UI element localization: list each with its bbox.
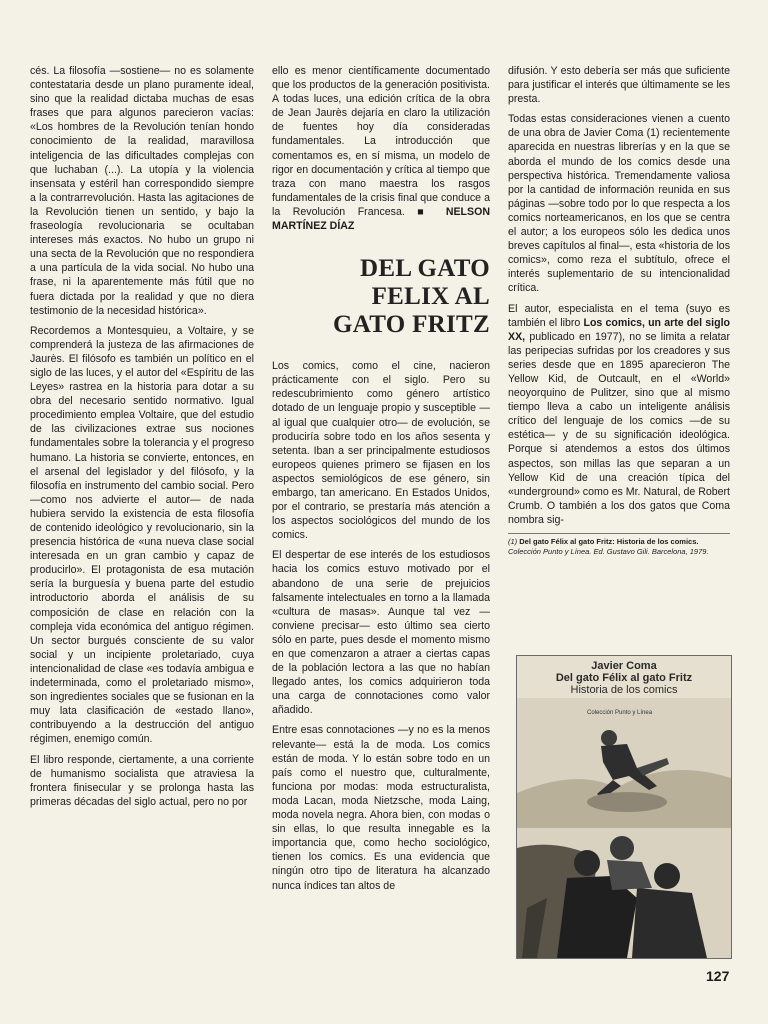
headline-line: GATO FRITZ	[333, 311, 490, 339]
text-column-3	[508, 64, 730, 556]
footnote	[508, 533, 730, 556]
paragraph: El despertar de ese interés de los estudiosos hacia los comics estuvo motivado por el abandono de una serie de prejuicios falsamente intelectuales en torno a la llamada «cultura de masas». Aunque tal vez —conviene precisar— esto último sea cierto sólo en parte, pues desde el momento mismo en que comenzaron a atraer a ciertas capas de la población lectora a las que no habían llegado antes, los comics adquirieron toda una carga de connotaciones como valor añadido.	[272, 549, 490, 717]
text-column-2	[272, 64, 490, 899]
cover-title: Del gato Félix al gato Fritz	[555, 672, 693, 684]
comic-illustration	[517, 698, 731, 958]
article-headline	[272, 255, 490, 339]
footnote-details: Colección Punto y Línea. Ed. Gustavo Gili. Barcelona, 1979.	[508, 546, 709, 556]
paragraph	[272, 64, 490, 233]
headline-line: DEL GATO	[360, 255, 490, 283]
book-cover-image	[516, 655, 732, 959]
book-title-bold: Los comics, un arte del siglo XX,	[508, 316, 730, 343]
paragraph-text: publicado en 1977), no se limita a relatar las peripecias sufridas por los creadores y sus series desde que en 1895 aparecieron The Yellow Kid, de Outcault, en el «World» neoyorquino de Pulitzer, sino que al mismo tiempo lleva a cabo un inteligente análisis crítico del lenguaje de los comics —de su estética— y de su significación ideológica. Porque si atendemos a estos dos últimos aspectos, son millas las que separan a un Yellow Kid de una creación típica del «underground» como es Mr. Natural, de Robert Crumb. O también a los dos gatos que Coma nombra sig-	[508, 330, 731, 526]
footnote-number: (1)	[508, 537, 518, 546]
paragraph: Los comics, como el cine, nacieron prácticamente con el siglo. Pero su redescubrimiento como género artístico dotado de un lenguaje propio y susceptible —al igual que cualquier otro— de evolución, se produciría sobre todo en los años sesenta y setenta. Iban a ser principalmente estudiosos europeos quienes primero se fijasen en los aspectos semiológicos de ese género, sin embargo, tan americano. En Estados Unidos, por el contrario, se prestaría más atención a los aspectos sociológicos del mundo de los comics.	[272, 360, 490, 542]
paragraph: cés. La filosofía —sostiene— no es solamente contestataria desde un plano puramente ideal, sino que la realidad dictaba muchas de esas frases que para algunos parecieron vacías: «Los hombres de la Revolución tenían hondo conocimiento de la realidad, maravillosa inteligencia de las dificultades complejas con que luchaban (...). La utopía y la violencia insensata y estéril han correspondido siempre a la contrarrevolución. Hasta las agitaciones de la Revolución tienen un sentido, y bajo la fraseología revolucionaria se ocultaban intereses más exactos. No hubo un grupo ni una secta de la Revolución que no respondiera a una partícula de la vida social. No hubo una frase, ni la aparentemente más fútil que no fuera dictada por la realidad y que no diera testimonio de la necesidad histórica».	[30, 65, 254, 317]
paragraph: Recordemos a Montesquieu, a Voltaire, y se comprenderá la justeza de las afirmaciones de Jaurès. El filósofo es también un político en el siglo de las luces, y el autor del «Espíritu de las Leyes» rastrea en la historia para dotar a su obra del necesario sentido normativo. Igual procedimiento emplea Voltaire, que del estudio de las civilizaciones extrae sus nociones fundamentales sobre la tolerancia y el progreso humano. La historia se convierte, entonces, en el arsenal del legislador y del filósofo, y la filosofía en instrumento del cambio social. Pero —como nos advierte el autor— de nada hubiera servido la existencia de esta filosofía de contenido ideológico y revolucionario, sin la presencia histórica de «una nueva clase social interesada en un gran cambio y capaz de producirlo». El protagonista de esa mutación sería la burguesía y buena parte del estudio introductorio aborda el análisis de su composición de clase en relación con la compleja vida económica del antiguo régimen. Un sector burgués consciente de su valor social y un incipiente proletariado, cuya intencionalidad de clase «es todavía ambigua e indeterminada, como el proletariado mismo», son ingredientes sociales que se fusionan en la muy lata clasificación de «estado llano», contribuyendo a la destrucción del antiguo régimen, enemigo común.	[30, 324, 254, 746]
paragraph: Todas estas consideraciones vienen a cuento de una obra de Javier Coma (1) recientemente aparecida en nuestras librerías y en la que se aborda el mundo de los comics desde una perspectiva histórica. Tremendamente valiosa por la cantidad de información reunida en sus páginas —sobre todo por lo que respecta a los comics norteamericanos, en los que se centra el autor; a los europeos sólo les dedica unos breves capítulos al final—, esta «historia de los comics», como reza el subtítulo, ofrece el interés suplementario de su intencionalidad crítica.	[508, 113, 730, 295]
review-ending: ello es menor científicamente documentado que los productos de la generación positivista. A todas luces, una edición crítica de la obra de Jean Jaurès dejaría en claro la utilización de fuentes hoy día consideradas fundamentales. La introducción que comentamos es, en sí misma, un modelo de rigor en documentación y crítica al tiempo que traza con mano maestra los rasgos fundamentales de la crisis final que conduce a la Revolución Francesa.	[272, 65, 490, 218]
book-cover-title	[517, 660, 731, 696]
review-byline: ■ NELSON MARTÍNEZ DÍAZ	[272, 205, 490, 233]
footnote-title: Del gato Félix al gato Fritz: Historia de los comics.	[519, 537, 699, 546]
paragraph: Entre esas connotaciones —y no es la menos relevante— está la de moda. Los comics están de moda. Y lo están sobre todo en un país como el nuestro que, culturalmente, funciona por modas: moda estructuralista, moda Lacan, moda Nietzsche, moda Laing, moda novela negra. Ahora bien, con modas o sin ellas, lo que resulta innegable es la importancia que, como hecho sociológico, tienen los comics. Es una evidencia que ningún otro tipo de literatura ha alcanzado nunca índices tan altos de	[272, 724, 490, 892]
headline-line: FELIX AL	[371, 283, 490, 311]
page-number: 127	[706, 968, 730, 984]
paragraph	[508, 302, 730, 528]
paragraph: difusión. Y esto debería ser más que suficiente para justificar el interés que últimamente se les presta.	[508, 65, 730, 106]
cover-subtitle: Historia de los comics	[570, 684, 678, 696]
paragraph: El libro responde, ciertamente, a una corriente de humanismo socialista que atraviesa la frontera finisecular y se prolonga hasta las primeras décadas del siglo actual, pero no por	[30, 753, 254, 808]
cover-author: Javier Coma	[591, 660, 657, 672]
paragraph-text: El autor, especialista en el tema (suyo es también el libro	[508, 302, 730, 329]
cover-collection-label: Colección Punto y Línea	[587, 710, 653, 716]
text-column-1	[30, 64, 254, 815]
